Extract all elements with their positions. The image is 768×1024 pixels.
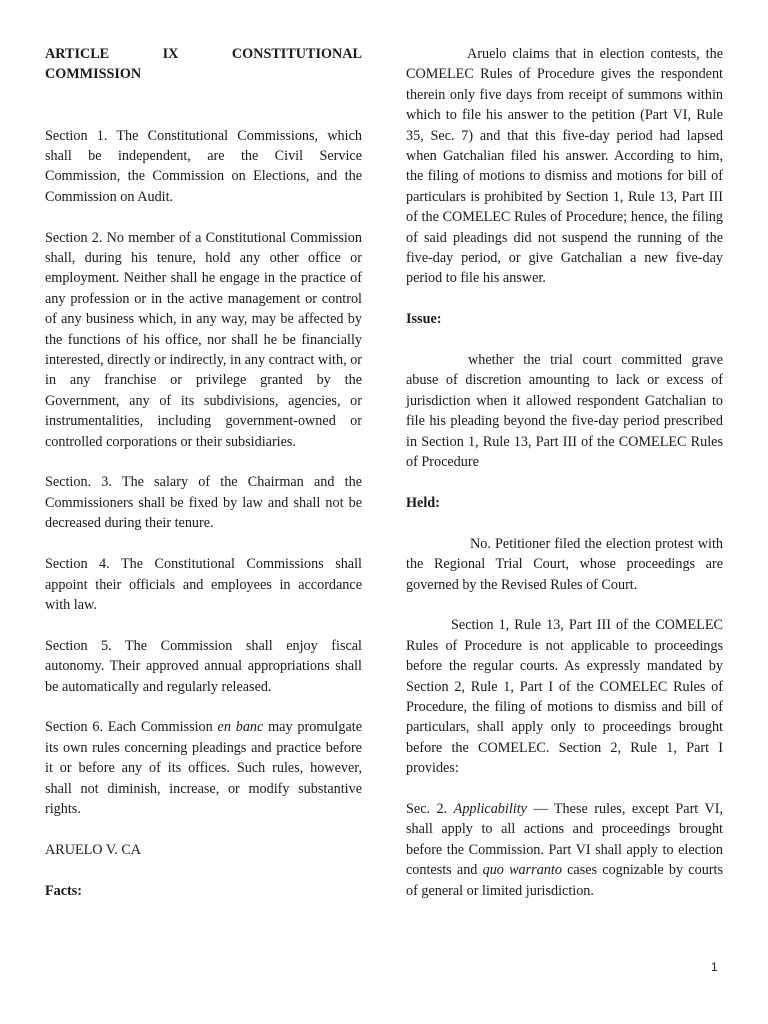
sec2-italic-2: quo warranto bbox=[482, 862, 562, 879]
section-4: Section 4. The Constitutional Commissions shall appoint their officials and employees in accordance with law. bbox=[45, 556, 362, 613]
facts-text: Aruelo claims that in election contests, the COMELEC Rules of Procedure gives the respondent therein only five days from receipt of summons within which to file his answer to the petition (Part VI, Rule 35, Sec. 7) and that this five-day period had lapsed when Gatchalian filed his answer. According to him, the filing of motions to dismiss and motions for bill of particulars is prohibited by Section 1, Rule 13, Part III of the COMELEC Rules of Procedure; hence, the filing of said pleadings did not suspend the running of the five-day period, or give Gatchalian a new five-day period to file his answer. bbox=[406, 46, 723, 287]
article-title-line2: COMMISSION bbox=[45, 66, 142, 83]
issue-heading: Issue: bbox=[406, 311, 442, 328]
held-text: No. Petitioner filed the election protest with the Regional Trial Court, whose proceedings are governed by the Revised Rules of Court. bbox=[406, 535, 723, 593]
right-column bbox=[406, 44, 723, 901]
held-text-2: Section 1, Rule 13, Part III of the COMELEC Rules of Procedure is not applicable to proceedings before the regular courts. As expressly mandated by Section 2, Rule 1, Part I of the COMELEC Rules of Procedure, the filing of motions to dismiss and bill of particulars, shall apply only to proceedings brought before the COMELEC. Section 2, Rule 1, Part I provides: bbox=[406, 617, 723, 777]
section-6-post: may promulgate its own rules concerning pleadings and practice before it or before any of its offices. Such rules, however, shall not diminish, increase, or modify substantive rights. bbox=[45, 719, 362, 817]
sec2-italic: Applicability bbox=[453, 800, 527, 817]
section-6-italic: en banc bbox=[217, 719, 264, 736]
section-5: Section 5. The Commission shall enjoy fiscal autonomy. Their approved annual appropriations shall be automatically and regularly released. bbox=[45, 637, 362, 695]
held-heading: Held: bbox=[406, 494, 440, 511]
sec2-post: cases cognizable by courts of general or limited jurisdiction. bbox=[406, 862, 723, 899]
case-title: ARUELO V. CA bbox=[45, 841, 142, 858]
issue-text: whether the trial court committed grave abuse of discretion amounting to lack or excess of jurisdiction when it allowed respondent Gatchalian to file his pleading beyond the five-day period prescribed in Section 1, Rule 13, Part III of the COMELEC Rules of Procedure bbox=[406, 352, 723, 471]
section-6-pre: Section 6. Each Commission bbox=[45, 719, 218, 736]
sec2-mid: — These rules, except Part VI, shall apply to all actions and proceedings brought before the Commission. Part VI shall apply to election contests and bbox=[406, 800, 723, 879]
applicability-section bbox=[406, 799, 723, 901]
left-column bbox=[45, 44, 362, 901]
page-number: 1 bbox=[711, 960, 718, 974]
section-2: Section 2. No member of a Constitutional Commission shall, during his tenure, hold any other office or employment. Neither shall he engage in the practice of any profession or in the active management or control of any business which, in any way, may be affected by the functions of his office, nor shall he be financially interested, directly or indirectly, in any contract with, or in any franchise or privilege granted by the Government, any of its subdivisions, agencies, or instrumentalities, including government-owned or controlled corporations or their subsidiaries. bbox=[45, 229, 363, 450]
sec2-pre: Sec. 2. bbox=[406, 800, 454, 817]
section-3: Section. 3. The salary of the Chairman and the Commissioners shall be fixed by law and shall not be decreased during their tenure. bbox=[45, 474, 362, 532]
section-1: Section 1. The Constitutional Commissions, which shall be independent, are the Civil Service Commission, the Commission on Elections, and the Commission on Audit. bbox=[45, 127, 362, 205]
section-6 bbox=[45, 717, 362, 819]
facts-heading: Facts: bbox=[45, 882, 83, 899]
article-title-line1: ARTICLE IX CONSTITUTIONAL bbox=[45, 46, 362, 62]
